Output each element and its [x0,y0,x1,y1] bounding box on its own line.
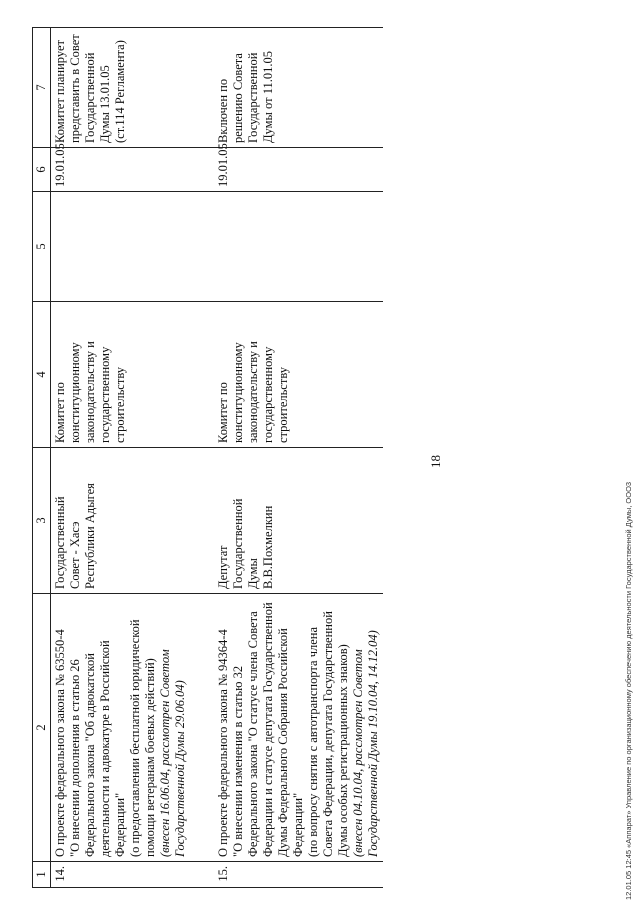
committee-line: Комитет по [53,382,67,443]
date-text: 19.01.05 [216,143,230,187]
initiator-line: В.В.Похмелкин [261,505,275,589]
date-cell [214,143,383,192]
committee-line: законодательству и [83,341,97,443]
bill-description-line: Федерации" [291,792,305,857]
note-cell [51,28,191,148]
note-line: представить в Совет [68,34,82,143]
bill-description-line: Думы особых регистрационных знаков) [336,644,350,857]
header-cell: 4 [33,302,51,448]
bill-description-cell [51,594,191,862]
committee-cell [214,302,383,448]
bill-description-line: О проекте федерального закона № 94364-4 [216,629,230,857]
bill-description-line: (по вопросу снятия с автотранспорта члена [306,626,320,857]
committee-cell [51,302,191,448]
row-number [51,862,191,888]
initiator-cell [214,448,383,594]
note-line: Думы 13.01.05 [98,65,112,143]
bill-description-line: Федерации и статусе депутата Государственной [261,602,275,857]
committee-line: государственному [98,346,112,443]
bill-description-line: "О внесении дополнения в статью 26 [68,659,82,857]
table-row [51,28,191,888]
spacer-cell [190,28,214,148]
initiator-line: Думы [246,558,260,589]
row-number-text: 15. [216,866,230,882]
date-text: 19.01.05 [53,143,67,187]
committee-line: конституционному [231,342,245,443]
bill-description-line: Совета Федерации, депутата Государственной [321,611,335,857]
initiator-line: Республики Адыгея [83,483,97,589]
date-cell [51,143,191,192]
spacer-cell [190,192,214,302]
initiator-line: Депутат [216,545,230,589]
bill-description-line: Федерации" [113,792,127,857]
bill-description-cell [214,594,383,862]
header-cell: 3 [33,448,51,594]
committee-line: законодательству и [246,341,260,443]
spacer-cell [190,302,214,448]
bill-description-line: "О внесении изменения в статью 32 [231,665,245,857]
header-cell: 7 [33,28,51,148]
header-cell: 6 [33,148,51,192]
column-5-cell [51,192,191,302]
bill-description-line: О проекте федерального закона № 63550-4 [53,629,67,857]
row-spacer [190,28,214,888]
note-line: Государственной [83,52,97,143]
committee-line: строительству [113,366,127,443]
committee-line: конституционному [68,342,82,443]
spacer-cell [190,862,214,888]
header-cell: 2 [33,594,51,862]
bill-description-line: Государственной Думы 29.06.04) [173,680,187,857]
note-line: Думы от 11.01.05 [261,50,275,143]
committee-line: государственному [261,346,275,443]
header-cell: 1 [33,862,51,888]
committee-line: строительству [276,366,290,443]
note-line: (ст.114 Регламента) [113,40,127,143]
print-footer: 12.01.05 12:45 «Аппарат» Управление по организационному обеспечению деятельности Государственной Думы, ООО3 [624,481,633,900]
initiator-line: Государственный [53,496,67,589]
table-row [214,28,383,888]
note-line: Включен по [216,78,230,143]
bill-description-line: Федерального закона "Об адвокатской [83,653,97,857]
bill-description-line: (внесен 16.06.04, рассмотрен Советом [158,649,172,857]
bill-description-line: деятельности и адвокатуре в Российской [98,640,112,857]
page-number: 18 [428,455,443,468]
initiator-line: Совет - Хасэ [68,521,82,589]
initiator-line: Государственной [231,498,245,589]
bill-description-line: Думы Федерального Собрания Российской [276,628,290,857]
note-cell [214,28,383,148]
bill-description-line: Федерального закона "О статусе члена Совета [246,611,260,857]
note-line: Комитет планирует [53,40,67,143]
column-5-cell [214,192,383,302]
spacer-cell [190,448,214,594]
row-number-text: 14. [53,866,67,882]
spacer-cell [190,148,214,192]
note-line: Государственной [246,52,260,143]
bill-description-line: (внесен 04.10.04, рассмотрен Советом [351,649,365,857]
initiator-cell [51,448,191,594]
bill-description-line: помощи ветеранам боевых действий) [143,658,157,857]
note-line: решению Совета [231,53,245,143]
row-number [214,862,383,888]
bill-description-line: Государственной Думы 19.10.04, 14.12.04) [366,630,380,857]
bill-description-line: (о предоставлении бесплатной юридической [128,619,142,857]
committee-line: Комитет по [216,382,230,443]
header-row [33,28,51,888]
bills-table [32,27,383,888]
spacer-cell [190,594,214,862]
header-cell: 5 [33,192,51,302]
